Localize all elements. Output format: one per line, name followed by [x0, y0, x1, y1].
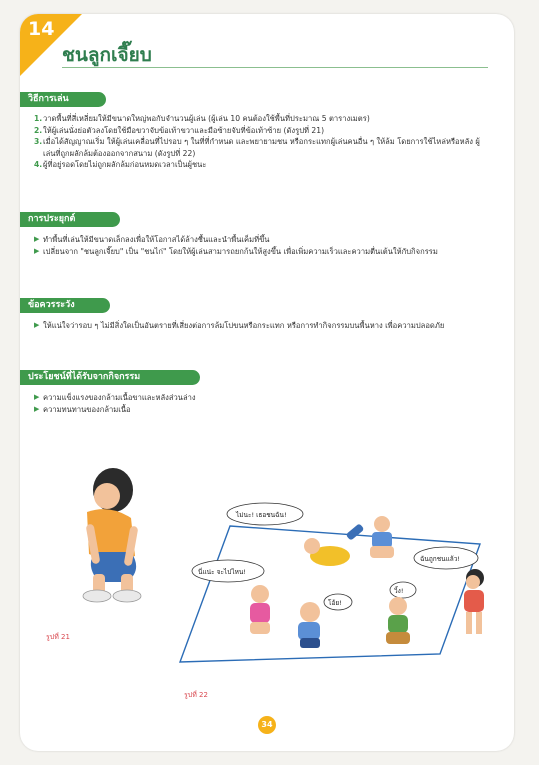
bullet-arrow-icon: ▶ — [34, 246, 40, 255]
speech-bubble — [227, 503, 303, 525]
speech-bubble — [192, 560, 264, 582]
chapter-number: 14 — [28, 18, 55, 40]
kid-squatting-green — [386, 597, 410, 644]
kid-girl-standing — [464, 569, 484, 634]
bullet-arrow-icon: ▶ — [34, 404, 40, 413]
list-item: ▶ ให้แน่ใจว่ารอบ ๆ ไม่มีสิ่งใดเป็นอันตรายที่เสี่ยงต่อการล้มโปขนหรือกระแทก หรือการทำกิจกรรมบนพื้นหาง เพื่อความปลอดภัย — [34, 321, 445, 330]
caution-list — [34, 320, 483, 332]
section-heading-caution: ข้อควรระวัง — [20, 298, 110, 313]
list-item: 2. ให้ผู้เล่นนั่งย่อตัวลงโดยใช้มือขวาจับข้อเท้าขวาและมือซ้ายจับที่ข้อเท้าซ้าย (ดังรูปที่ 21) — [34, 125, 325, 135]
figure-22-game-illustration — [170, 484, 500, 674]
list-item: 1. วาดพื้นที่สี่เหลี่ยมให้มีขนาดใหญ่พอกับจำนวนผู้เล่น (ผู้เล่น 10 คนต้องใช้พื้นที่ประมาณ 5 ตารางเมตร) — [34, 114, 370, 123]
section-heading-benefits: ประโยชน์ที่ได้รับจากกิจกรรม — [20, 370, 200, 385]
figure-22-caption: รูปที่ 22 — [184, 691, 208, 699]
list-item: 4. ผู้ที่อยู่รอดโดยไม่ถูกผลักล้มก่อนหมดเวลาเป็นผู้ชนะ — [34, 160, 207, 169]
bullet-arrow-icon: ▶ — [34, 393, 40, 401]
section-heading-how-to-play: วิธีการเล่น — [20, 92, 106, 107]
list-item: 3. เมื่อได้สัญญาณเริ่ม ให้ผู้เล่นเคลื่อนที่ไปรอบ ๆ ในที่ที่กำหนด และพยายามชน หรือกระแทกผู้เล่นคนอื่น ๆ ให้ล้ม โดยการใช้ไหล่หรือหลัง ผู้เล่นที่ถูกผลักล้มต้องออกจากสนาม (ดังรูปที่ 22) — [34, 137, 480, 158]
list-item: ▶ ความทนทานของกล้ามเนื้อ — [34, 404, 131, 414]
svg-text:ไม่นะ! เธอชนฉัน!: ไม่นะ! เธอชนฉัน! — [236, 511, 287, 519]
figure-21-caption: รูปที่ 21 — [46, 633, 70, 641]
svg-text:โอ้ย!: โอ้ย! — [328, 599, 342, 607]
list-item: ▶ เปลี่ยนจาก "ชนลูกเจี๊ยบ" เป็น "ชนไก่" โดยให้ผู้เล่นสามารถยกก้นให้สูงขึ้น เพื่อเพิ่มความเร็วและความตื่นเต้นให้กับกิจกรรม — [34, 246, 438, 256]
list-item: ▶ ความแข็งแรงของกล้ามเนื้อขาและหลังส่วนล่าง — [34, 393, 196, 402]
list-item: ▶ ทำพื้นที่เล่นให้มีขนาดเล็กลงเพื่อให้โอกาสได้ล้างชื้นและนำพื้นเค็มที่ขึ้น — [34, 235, 270, 244]
svg-text:ฉันถูกชนแล้ว!: ฉันถูกชนแล้ว! — [420, 555, 461, 563]
kid-girl-pink — [250, 585, 270, 634]
section-heading-application: การประยุกต์ — [20, 212, 120, 227]
how-to-play-list — [34, 113, 483, 171]
page-title: ชนลูกเจี๊ยบ — [62, 44, 152, 66]
bullet-arrow-icon: ▶ — [34, 235, 40, 243]
page — [20, 14, 514, 751]
speech-bubble — [414, 547, 478, 569]
speech-bubble — [390, 582, 416, 598]
kid-boy-sitting — [298, 602, 320, 648]
application-list — [34, 234, 483, 257]
svg-text:นี่แน่ะ จะไปไหน!: นี่แน่ะ จะไปไหน! — [198, 568, 246, 576]
bullet-arrow-icon: ▶ — [34, 321, 40, 329]
title-divider — [62, 67, 488, 68]
kid-falling — [304, 523, 364, 566]
kid-squatting-blue — [370, 516, 394, 558]
figure-21-squatting-boy — [65, 466, 155, 606]
page-number: 34 — [258, 716, 276, 734]
svg-text:วิ้ง!: วิ้ง! — [394, 587, 404, 595]
benefits-list — [34, 392, 483, 415]
speech-bubble — [324, 594, 352, 610]
